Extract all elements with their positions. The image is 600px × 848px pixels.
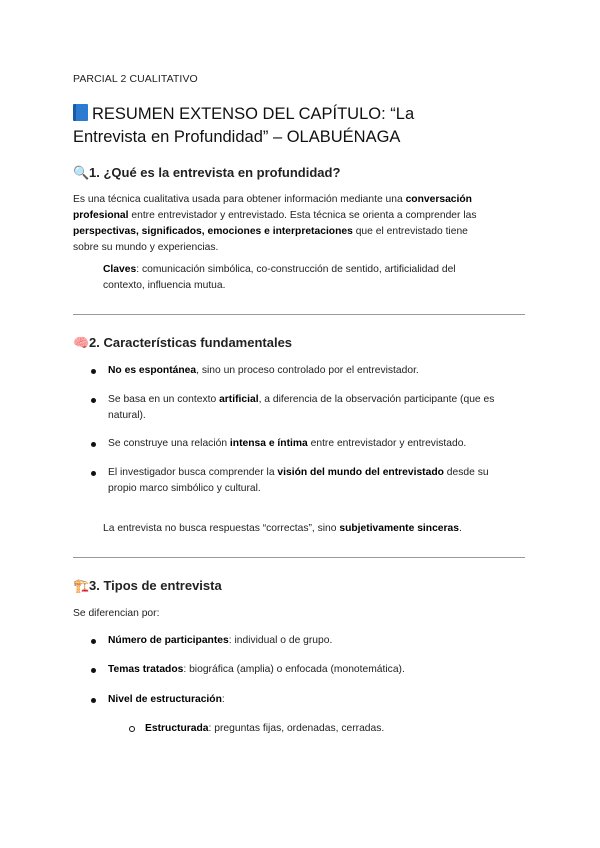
list-item: Se basa en un contexto artificial, a diferencia de la observación participante (que es natural). [91, 392, 521, 424]
section-2-closing: La entrevista no busca respuestas “correctas”, sino subjetivamente sinceras. [103, 523, 462, 534]
sub-list-item: Estructurada: preguntas fijas, ordenadas, cerradas. [129, 721, 384, 737]
bullet-icon [91, 398, 96, 403]
list-item: Nivel de estructuración: [91, 692, 521, 708]
bullet-icon [91, 369, 96, 374]
bullet-icon [91, 698, 96, 703]
construction-icon: 🏗️ [73, 578, 90, 593]
brain-icon: 🧠 [73, 335, 90, 350]
list-item: El investigador busca comprender la visión del mundo del entrevistado desde su propio marco simbólico y cultural. [91, 465, 521, 497]
title-line-1: RESUMEN EXTENSO DEL CAPÍTULO: “La [92, 105, 415, 123]
document-kicker: PARCIAL 2 CUALITATIVO [73, 73, 198, 85]
title-line-2: Entrevista en Profundidad” – OLABUÉNAGA [73, 128, 401, 146]
divider [73, 557, 525, 558]
bullet-icon [91, 471, 96, 476]
bullet-icon [91, 442, 96, 447]
magnifier-icon: 🔍 [73, 165, 90, 180]
document-title [73, 103, 533, 149]
section-2-heading: 🧠2. Características fundamentales [73, 335, 293, 350]
list-item: Número de participantes: individual o de grupo. [91, 633, 521, 649]
section-3-heading: 🏗️3. Tipos de entrevista [73, 578, 222, 593]
bullet-icon [91, 668, 96, 673]
section-1-paragraph: Es una técnica cualitativa usada para obtener información mediante una conversación profesional entre entrevistador y entrevistado. Esta técnica se orienta a comprender las perspectivas, significados, emociones e interpretaciones que el entrevistado tiene sobre su mundo y experiencias. [73, 194, 477, 253]
list-item: Se construye una relación intensa e íntima entre entrevistador y entrevistado. [91, 436, 521, 452]
claves-note: Claves: comunicación simbólica, co-construcción de sentido, artificialidad del contexto, influencia mutua. [103, 264, 456, 291]
section-3-intro: Se diferencian por: [73, 608, 160, 619]
list-item: No es espontánea, sino un proceso controlado por el entrevistador. [91, 363, 521, 379]
divider [73, 314, 525, 315]
bullet-icon [91, 639, 96, 644]
hollow-bullet-icon [129, 726, 135, 732]
list-item: Temas tratados: biográfica (amplia) o enfocada (monotemática). [91, 662, 521, 678]
section-1-heading: 🔍1. ¿Qué es la entrevista en profundidad? [73, 165, 341, 180]
book-icon [73, 104, 88, 121]
